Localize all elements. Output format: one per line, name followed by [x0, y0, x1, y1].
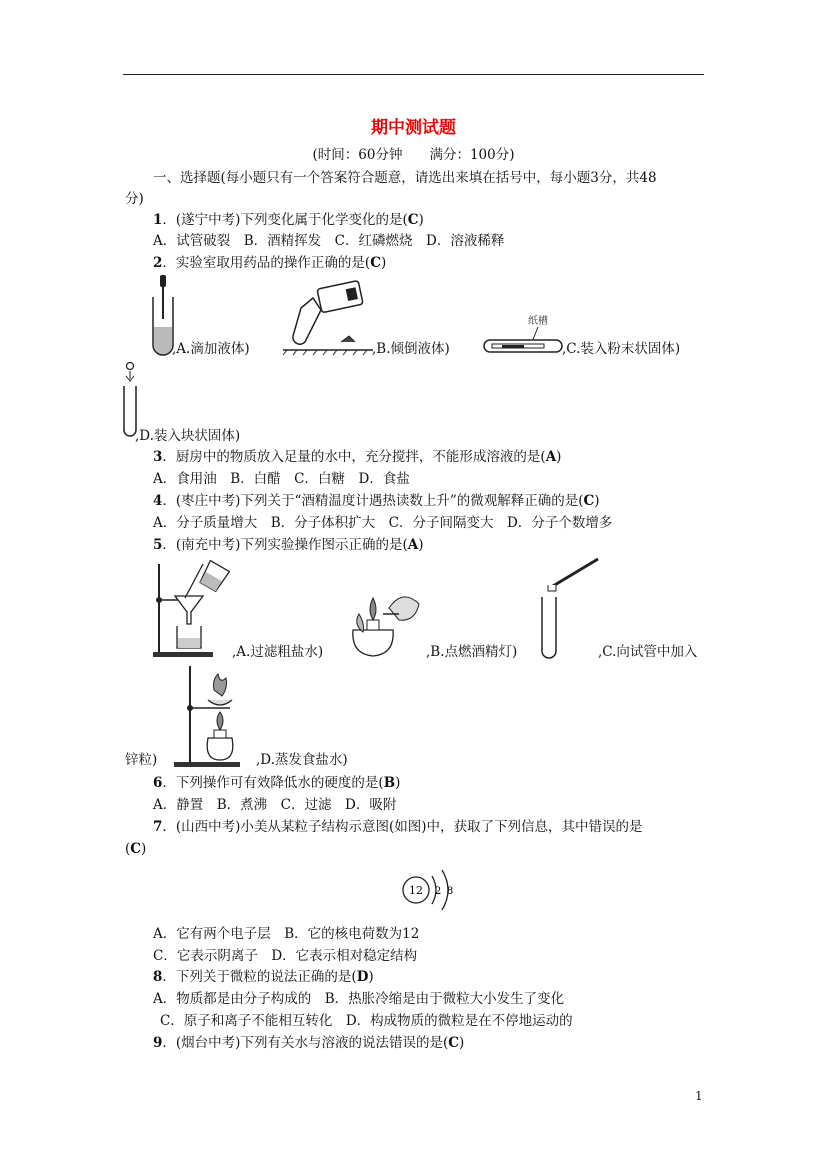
question-8: 8．下列关于微粒的说法正确的是(D)	[153, 969, 374, 985]
atom-structure-figure	[398, 862, 462, 918]
nucleus-label: 12	[409, 884, 423, 897]
answer-8: D	[356, 969, 369, 985]
answer-4: C	[583, 493, 595, 509]
question-5: 5．(南充中考)下列实验操作图示正确的是(A)	[153, 537, 424, 553]
header-rule	[123, 74, 704, 75]
options-7-line1: A．它有两个电子层 B．它的核电荷数为12	[153, 926, 420, 942]
section-heading-line1: 一、选择题(每小题只有一个答案符合题意，请选出来填在括号中，每小题3分，共48	[153, 170, 657, 186]
paper-trough-label: 纸槽	[528, 316, 548, 327]
question-1: 1．(遂宁中考)下列变化属于化学变化的是(C)	[153, 212, 424, 228]
option-5b-label: ,B.点燃酒精灯)	[426, 644, 518, 660]
add-zinc-figure	[534, 557, 602, 661]
option-2d-label: ,D.装入块状固体)	[135, 428, 241, 444]
answer-5: A	[407, 537, 419, 553]
answer-9: C	[448, 1035, 459, 1051]
filtration-figure	[153, 560, 233, 660]
answer-6: B	[383, 775, 396, 791]
options-8-line1: A．物质都是由分子构成的 B．热胀冷缩是由于微粒大小发生了变化	[153, 991, 565, 1007]
answer-2: C	[370, 255, 381, 271]
options-8-line2: C．原子和离子不能相互转化 D．构成物质的微粒是在不停地运动的	[160, 1013, 573, 1029]
option-5c-continued: 锌粒)	[125, 752, 158, 768]
shell2-label: 8	[446, 886, 454, 897]
page-number: 1	[695, 1089, 703, 1103]
answer-7: C	[130, 841, 142, 857]
evaporation-figure	[170, 664, 260, 770]
question-4: 4．(枣庄中考)下列关于“酒精温度计遇热读数上升”的微观解释正确的是(C)	[153, 493, 600, 509]
option-2c-label: ,C.装入粉末状固体)	[562, 341, 681, 357]
option-2b-label: ,B.倾倒液体)	[372, 341, 450, 357]
options-1: A．试管破裂 B．酒精挥发 C．红磷燃烧 D．溶液稀释	[153, 233, 505, 249]
options-4: A．分子质量增大 B．分子体积扩大 C．分子间隔变大 D．分子个数增多	[153, 515, 613, 531]
page-title: 期中测试题	[371, 118, 456, 138]
paper-trough-figure	[482, 312, 564, 356]
answer-1: C	[407, 212, 419, 228]
answer-3: A	[545, 449, 557, 465]
options-6: A．静置 B．煮沸 C．过滤 D．吸附	[153, 797, 397, 813]
question-3: 3．厨房中的物质放入足量的水中，充分搅拌，不能形成溶液的是(A)	[153, 449, 562, 465]
exam-subtitle: (时间：60分钟 满分：100分)	[312, 147, 515, 163]
pouring-figure	[283, 278, 375, 356]
question-2: 2．实验室取用药品的操作正确的是(C)	[153, 255, 387, 271]
options-3: A．食用油 B．白醋 C．白糖 D．食盐	[153, 471, 410, 487]
options-7-line2: C．它表示阴离子 D．它表示相对稳定结构	[153, 948, 418, 964]
lamp-lighting-figure	[343, 584, 425, 660]
option-5d-label: ,D.蒸发食盐水)	[256, 752, 348, 768]
shell1-label: 2	[434, 886, 442, 897]
question-9: 9．(烟台中考)下列有关水与溶液的说法错误的是(C)	[153, 1035, 465, 1051]
option-5c-label: ,C.向试管中加入	[598, 644, 698, 660]
question-7-answer: (C)	[125, 841, 147, 857]
section-heading-line2: 分)	[125, 191, 144, 207]
question-7: 7．(山西中考)小美从某粒子结构示意图(如图)中，获取了下列信息，其中错误的是	[153, 819, 643, 835]
option-2a-label: ,A.滴加液体)	[172, 341, 250, 357]
question-6: 6．下列操作可有效降低水的硬度的是(B)	[153, 775, 401, 791]
option-5a-label: ,A.过滤粗盐水)	[232, 644, 324, 660]
